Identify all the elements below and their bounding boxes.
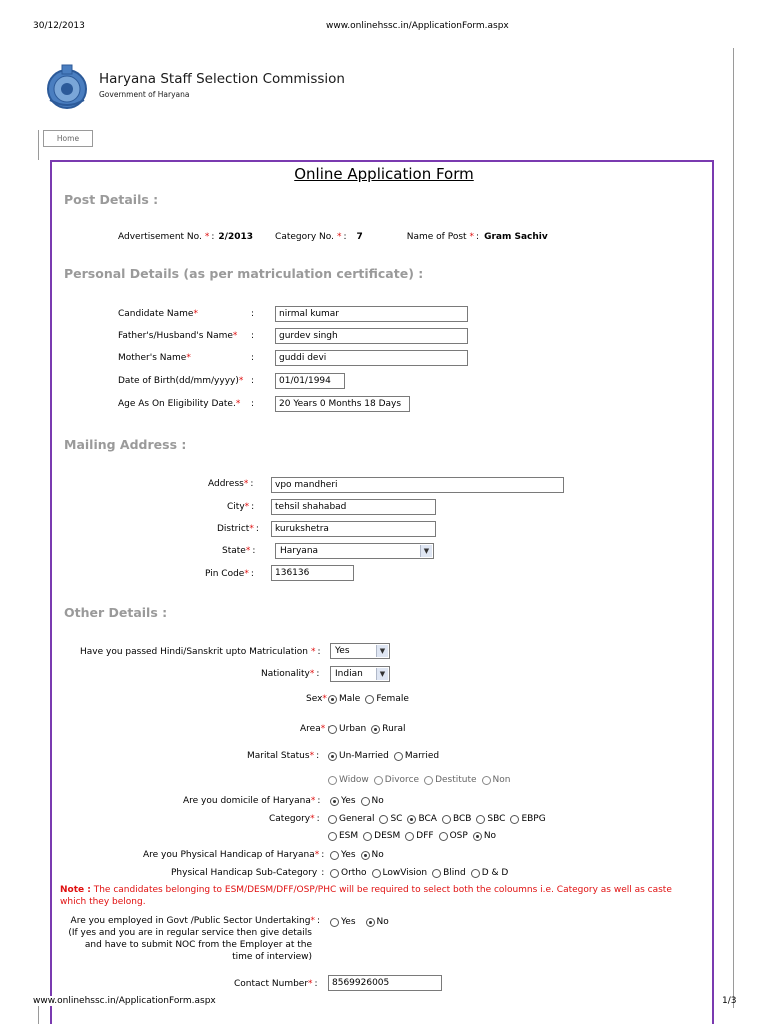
- hindi-select-value: Yes: [335, 646, 350, 656]
- colon: :: [251, 376, 255, 386]
- marital-option-divorce[interactable]: [374, 775, 419, 785]
- form-title: Online Application Form: [294, 165, 474, 183]
- required-star: *: [193, 309, 198, 319]
- colon: :: [251, 399, 255, 409]
- required-star: *: [469, 232, 475, 242]
- category-option-label: DFF: [416, 831, 434, 841]
- handicap-label-row: [143, 850, 324, 860]
- handicap-sub-label-row: [171, 868, 324, 878]
- colon: :: [211, 232, 215, 242]
- employed-label: Are you employed in Govt /Public Sector Undertaking: [70, 916, 311, 926]
- city-label-row: [227, 502, 254, 512]
- radio-selected-icon[interactable]: [473, 832, 482, 841]
- radio-icon[interactable]: [330, 869, 339, 878]
- category-option-no[interactable]: [473, 831, 496, 841]
- handicap-sub-option-blind[interactable]: [432, 868, 466, 878]
- marital-option-label: Un-Married: [339, 751, 389, 761]
- marital-option-label: Married: [404, 751, 440, 761]
- domicile-option-yes[interactable]: [330, 796, 356, 806]
- handicap-option-no[interactable]: [361, 850, 384, 860]
- category-option-ebpg[interactable]: [510, 814, 545, 824]
- area-option-rural[interactable]: [371, 724, 405, 734]
- category-option-desm[interactable]: [363, 831, 400, 841]
- colon: :: [317, 796, 321, 806]
- required-star: *: [243, 479, 249, 489]
- sex-option-female[interactable]: [365, 694, 409, 704]
- form-title-wrap: [0, 165, 768, 183]
- required-star: *: [186, 353, 191, 363]
- radio-icon[interactable]: [394, 752, 403, 761]
- area-option-label: Rural: [382, 724, 406, 734]
- category-option-label: EBPG: [521, 814, 546, 824]
- required-star: *: [309, 751, 315, 761]
- colon: :: [476, 232, 480, 242]
- colon: :: [316, 669, 320, 679]
- state-label-row: [222, 546, 255, 556]
- footer-page: 1/3: [722, 996, 737, 1006]
- marital-option-married[interactable]: [394, 751, 439, 761]
- category-option-bcb[interactable]: [442, 814, 471, 824]
- marital-label: Marital Status: [247, 751, 310, 761]
- home-link[interactable]: Home: [43, 130, 93, 147]
- category-option-label: SBC: [487, 814, 506, 824]
- marital-option-widow[interactable]: [328, 775, 369, 785]
- district-label-row: [217, 524, 259, 534]
- address-input[interactable]: vpo mandheri: [271, 477, 564, 493]
- radio-icon[interactable]: [328, 832, 337, 841]
- radio-icon[interactable]: [374, 776, 383, 785]
- marital-option-label: Divorce: [384, 775, 420, 785]
- radio-icon[interactable]: [442, 815, 451, 824]
- category-option-esm[interactable]: [328, 831, 358, 841]
- employed-label-line2: (If yes and you are in regular service then give details: [68, 928, 312, 938]
- mailing-address-heading: Mailing Address :: [64, 437, 187, 452]
- post-name-value: Gram Sachiv: [484, 232, 548, 242]
- radio-icon[interactable]: [471, 869, 480, 878]
- state-label: State: [222, 546, 246, 556]
- radio-selected-icon[interactable]: [361, 851, 370, 860]
- category-note: [60, 884, 700, 908]
- radio-icon[interactable]: [372, 869, 381, 878]
- mother-name-input[interactable]: guddi devi: [275, 350, 468, 366]
- sex-option-male[interactable]: [328, 694, 360, 704]
- required-star: *: [322, 694, 327, 704]
- radio-icon[interactable]: [361, 797, 370, 806]
- category-option-label: BCB: [452, 814, 472, 824]
- city-label: City: [227, 502, 245, 512]
- domicile-option-label: Yes: [341, 796, 356, 806]
- page-left-border: [38, 130, 39, 160]
- sex-label: Sex: [306, 694, 323, 704]
- emblem-icon: [44, 62, 90, 110]
- pin-label: Pin Code: [205, 569, 245, 579]
- required-star: *: [311, 647, 316, 657]
- required-star: *: [245, 546, 251, 556]
- category-option-general[interactable]: [328, 814, 374, 824]
- employed-options: [330, 917, 394, 927]
- colon: :: [250, 569, 254, 579]
- employed-option-no[interactable]: [366, 917, 389, 927]
- marital-label-row: [247, 751, 319, 761]
- dob-label-row: [118, 376, 243, 386]
- required-star: *: [314, 850, 320, 860]
- category-option-osp[interactable]: [439, 831, 468, 841]
- employed-option-label: Yes: [341, 917, 356, 927]
- required-star: *: [244, 569, 249, 579]
- category-option-dff[interactable]: [405, 831, 433, 841]
- domicile-label-row: [183, 796, 320, 806]
- marital-option-non[interactable]: [482, 775, 511, 785]
- state-select-value: Haryana: [280, 546, 319, 556]
- required-star: *: [249, 524, 254, 534]
- colon: :: [316, 751, 320, 761]
- radio-selected-icon[interactable]: [330, 797, 339, 806]
- chevron-down-icon[interactable]: ▼: [376, 645, 388, 657]
- other-details-heading: Other Details :: [64, 605, 168, 620]
- required-star: *: [235, 399, 241, 409]
- handicap-option-label: No: [371, 850, 384, 860]
- employed-label-line3: and have to submit NOC from the Employer at the: [84, 940, 312, 950]
- district-label: District: [217, 524, 250, 534]
- handicap-sub-option-label: D & D: [481, 868, 509, 878]
- contact-input[interactable]: 8569926005: [328, 975, 442, 991]
- colon: :: [250, 479, 254, 489]
- employed-label-line4: time of interview): [232, 952, 312, 962]
- pin-input[interactable]: 136136: [271, 565, 354, 581]
- radio-selected-icon[interactable]: [371, 725, 380, 734]
- handicap-label: Are you Physical Handicap of Haryana: [143, 850, 315, 860]
- category-option-label: No: [483, 831, 497, 841]
- hindi-label: Have you passed Hindi/Sanskrit upto Matriculation: [80, 647, 308, 657]
- required-star: *: [310, 814, 315, 824]
- employed-option-label: No: [376, 917, 389, 927]
- age-input[interactable]: 20 Years 0 Months 18 Days: [275, 396, 410, 412]
- required-star: *: [204, 232, 210, 242]
- colon: :: [251, 309, 255, 319]
- colon: :: [316, 814, 320, 824]
- radio-icon[interactable]: [330, 851, 339, 860]
- required-star: *: [308, 979, 313, 989]
- marital-option-label: Destitute: [435, 775, 477, 785]
- page-right-border: [733, 48, 734, 1008]
- colon: :: [321, 850, 325, 860]
- handicap-option-label: Yes: [341, 850, 356, 860]
- nationality-select[interactable]: [330, 666, 390, 682]
- advert-value: 2/2013: [218, 232, 254, 242]
- category-option-sbc[interactable]: [476, 814, 505, 824]
- handicap-sub-option-ortho[interactable]: [330, 868, 367, 878]
- address-label: Address: [208, 479, 244, 489]
- handicap-sub-option-lowvision[interactable]: [372, 868, 428, 878]
- age-label-row: [118, 399, 240, 409]
- required-star: *: [309, 669, 315, 679]
- radio-selected-icon[interactable]: [407, 815, 416, 824]
- category-no-label: Category No.: [275, 232, 334, 242]
- radio-icon[interactable]: [330, 918, 339, 927]
- personal-details-heading: Personal Details (as per matriculation certificate) :: [64, 266, 424, 281]
- category-option-label: ESM: [339, 831, 359, 841]
- district-input[interactable]: kurukshetra: [271, 521, 436, 537]
- radio-icon[interactable]: [482, 776, 491, 785]
- note-text: The candidates belonging to ESM/DESM/DFF/OSP/PHC will be required to select both the coloumns i.e. Category as well as caste which they belong.: [60, 885, 672, 907]
- colon: :: [343, 232, 347, 242]
- handicap-sub-label: Physical Handicap Sub-Category: [171, 868, 318, 878]
- hindi-label-row: [80, 647, 321, 657]
- candidate-name-input[interactable]: nirmal kumar: [275, 306, 468, 322]
- colon: :: [251, 331, 255, 341]
- mother-name-label-row: [118, 353, 191, 363]
- category-label: Category: [269, 814, 311, 824]
- category-option-bca[interactable]: [407, 814, 436, 824]
- handicap-sub-option-dd[interactable]: [471, 868, 509, 878]
- category-option-label: DESM: [374, 831, 401, 841]
- required-star: *: [320, 724, 326, 734]
- colon: :: [321, 868, 325, 878]
- city-input[interactable]: tehsil shahabad: [271, 499, 436, 515]
- marital-option-label: Non: [492, 775, 511, 785]
- marital-option-unmarried[interactable]: [328, 751, 389, 761]
- marital-options: [328, 751, 444, 761]
- radio-selected-icon[interactable]: [366, 918, 375, 927]
- category-option-label: OSP: [449, 831, 468, 841]
- category-option-label: General: [339, 814, 375, 824]
- colon: :: [252, 546, 256, 556]
- category-option-sc[interactable]: [379, 814, 402, 824]
- post-details-row: [118, 232, 548, 242]
- required-star: *: [238, 376, 244, 386]
- category-no-value: 7: [356, 232, 363, 242]
- category-option-label: BCA: [418, 814, 437, 824]
- chevron-down-icon[interactable]: ▼: [376, 668, 388, 680]
- radio-icon[interactable]: [328, 776, 337, 785]
- colon: :: [316, 916, 320, 926]
- nationality-select-value: Indian: [335, 669, 363, 679]
- area-label: Area: [300, 724, 321, 734]
- radio-selected-icon[interactable]: [328, 695, 337, 704]
- marital-option-destitute[interactable]: [424, 775, 476, 785]
- area-label-row: [300, 724, 330, 734]
- colon: :: [317, 647, 321, 657]
- marital-option-label: Widow: [339, 775, 369, 785]
- site-title: Haryana Staff Selection Commission: [99, 71, 345, 87]
- employed-label-line1: [60, 915, 320, 927]
- radio-icon[interactable]: [328, 815, 337, 824]
- father-name-label-row: [118, 331, 237, 341]
- contact-label: Contact Number: [234, 979, 309, 989]
- radio-icon[interactable]: [363, 832, 372, 841]
- area-option-urban[interactable]: [328, 724, 366, 734]
- sex-option-label: Male: [339, 694, 361, 704]
- handicap-sub-option-label: LowVision: [382, 868, 428, 878]
- sex-options: [328, 694, 414, 704]
- dob-input[interactable]: 01/01/1994: [275, 373, 345, 389]
- footer-url: www.onlinehssc.in/ApplicationForm.aspx: [33, 996, 216, 1006]
- radio-icon[interactable]: [510, 815, 519, 824]
- required-star: *: [310, 796, 316, 806]
- employed-option-yes[interactable]: [330, 917, 356, 927]
- post-name-label: Name of Post: [406, 232, 467, 242]
- category-option-label: SC: [390, 814, 403, 824]
- radio-selected-icon[interactable]: [328, 752, 337, 761]
- nationality-label-row: [261, 669, 319, 679]
- domicile-option-label: No: [371, 796, 384, 806]
- radio-icon[interactable]: [476, 815, 485, 824]
- father-name-label: Father's/Husband's Name: [118, 331, 233, 341]
- handicap-sub-option-label: Blind: [443, 868, 466, 878]
- colon: :: [251, 353, 255, 363]
- domicile-options: [330, 796, 389, 806]
- pin-label-row: [205, 569, 254, 579]
- note-label: Note :: [60, 885, 91, 895]
- mother-name-label: Mother's Name: [118, 353, 187, 363]
- chevron-down-icon[interactable]: ▼: [420, 545, 432, 557]
- radio-icon[interactable]: [432, 869, 441, 878]
- handicap-options: [330, 850, 389, 860]
- handicap-sub-option-label: Ortho: [341, 868, 367, 878]
- radio-icon[interactable]: [328, 725, 337, 734]
- area-option-label: Urban: [339, 724, 367, 734]
- state-select[interactable]: [275, 543, 434, 559]
- candidate-name-label-row: [118, 309, 198, 319]
- domicile-label: Are you domicile of Haryana: [183, 796, 311, 806]
- required-star: *: [244, 502, 250, 512]
- father-name-input[interactable]: gurdev singh: [275, 328, 468, 344]
- handicap-option-yes[interactable]: [330, 850, 356, 860]
- nationality-label: Nationality: [261, 669, 310, 679]
- contact-label-row: [234, 979, 318, 989]
- post-details-heading: Post Details :: [64, 192, 159, 207]
- print-date: 30/12/2013: [33, 21, 85, 31]
- colon: :: [255, 524, 259, 534]
- address-label-row: [208, 479, 253, 489]
- radio-icon[interactable]: [365, 695, 374, 704]
- hindi-select[interactable]: [330, 643, 390, 659]
- required-star: *: [232, 331, 238, 341]
- colon: :: [251, 502, 255, 512]
- site-subtitle: Government of Haryana: [99, 90, 190, 99]
- radio-icon[interactable]: [379, 815, 388, 824]
- radio-icon[interactable]: [439, 832, 448, 841]
- print-url: www.onlinehssc.in/ApplicationForm.aspx: [326, 21, 509, 31]
- sex-option-label: Female: [376, 694, 409, 704]
- required-star: *: [310, 916, 315, 926]
- radio-icon[interactable]: [405, 832, 414, 841]
- marital-options-row2: [328, 775, 516, 785]
- employed-label-block: [60, 915, 320, 963]
- required-star: *: [336, 232, 342, 242]
- domicile-option-no[interactable]: [361, 796, 384, 806]
- category-options-row2: [328, 831, 501, 841]
- category-options: [328, 814, 551, 824]
- advert-label: Advertisement No.: [118, 232, 202, 242]
- radio-icon[interactable]: [424, 776, 433, 785]
- handicap-sub-options: [330, 868, 513, 878]
- age-label: Age As On Eligibility Date.: [118, 399, 236, 409]
- dob-label: Date of Birth(dd/mm/yyyy): [118, 376, 239, 386]
- colon: :: [314, 979, 318, 989]
- area-options: [328, 724, 411, 734]
- candidate-name-label: Candidate Name: [118, 309, 194, 319]
- category-label-row: [269, 814, 320, 824]
